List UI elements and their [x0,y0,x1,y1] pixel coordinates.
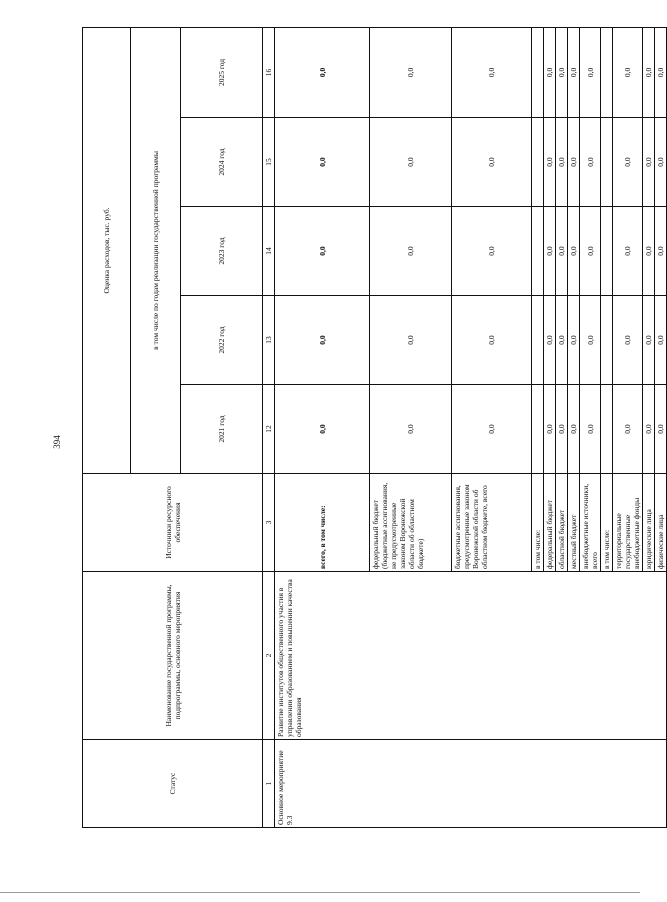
header-source: Источники ресурсного обеспечения [83,474,263,572]
col-number: 1 [263,740,275,828]
value-cell: 0,0 [643,385,655,474]
value-cell: 0,0 [556,385,568,474]
col-number: 3 [263,474,275,572]
value-cell: 0,0 [556,207,568,296]
name-cell: Развитие институтов общественного участия в управлении образованием и повышении качества образования [275,572,667,740]
value-cell: 0,0 [613,27,643,117]
value-cell: 0,0 [275,385,370,474]
source-label: в том числе: [601,474,613,572]
col-number: 12 [263,385,275,474]
header-year: 2021 год [181,385,263,474]
value-cell: 0,0 [452,385,532,474]
value-cell: 0,0 [370,118,452,207]
source-label: областной бюджет [556,474,568,572]
value-cell: 0,0 [655,118,667,207]
value-cell: 0,0 [655,207,667,296]
value-cell: 0,0 [568,296,580,385]
value-cell: 0,0 [452,296,532,385]
value-cell [601,27,613,117]
source-label: физические лица [655,474,667,572]
col-number: 14 [263,207,275,296]
header-row-1 [83,27,131,827]
value-cell: 0,0 [655,27,667,117]
value-cell: 0,0 [613,207,643,296]
expenditure-table [82,27,667,828]
value-cell: 0,0 [568,207,580,296]
source-label: территориальные государственные внебюджетные фонды [613,474,643,572]
value-cell: 0,0 [568,27,580,117]
value-cell: 0,0 [580,296,601,385]
value-cell: 0,0 [370,296,452,385]
source-label: местный бюджет [568,474,580,572]
value-cell: 0,0 [370,385,452,474]
value-cell: 0,0 [544,296,556,385]
header-year: 2023 год [181,207,263,296]
value-cell: 0,0 [580,118,601,207]
value-cell: 0,0 [556,296,568,385]
source-label: федеральный бюджет (бюджетные ассигнования, не предусмотренные законом Воронежской области об областном бюджете) [370,474,452,572]
value-cell: 0,0 [370,27,452,117]
value-cell: 0,0 [613,296,643,385]
value-cell: 0,0 [580,385,601,474]
value-cell [532,385,544,474]
value-cell [532,296,544,385]
value-cell: 0,0 [580,207,601,296]
source-label: бюджетные ассигнования, предусмотренные законом Воронежской области об областном бюджете, всего [452,474,532,572]
status-cell: Основное мероприятие 9.3 [275,740,667,828]
value-cell: 0,0 [643,296,655,385]
source-label: внебюджетные источники, всего [580,474,601,572]
value-cell [532,27,544,117]
value-cell: 0,0 [275,296,370,385]
header-estimate: Оценка расходов, тыс. руб. [83,27,131,473]
page-bottom-divider [0,892,640,893]
value-cell: 0,0 [275,27,370,117]
col-number: 16 [263,27,275,117]
value-cell: 0,0 [613,385,643,474]
value-cell: 0,0 [452,207,532,296]
source-label: в том числе: [532,474,544,572]
column-number-row [263,27,275,827]
value-cell: 0,0 [655,385,667,474]
value-cell [532,118,544,207]
value-cell: 0,0 [655,296,667,385]
value-cell: 0,0 [452,118,532,207]
header-status: Статус [83,740,263,828]
source-label: федеральный бюджет [544,474,556,572]
value-cell: 0,0 [556,118,568,207]
col-number: 13 [263,296,275,385]
value-cell: 0,0 [370,207,452,296]
value-cell [601,207,613,296]
header-year: 2022 год [181,296,263,385]
value-cell: 0,0 [544,207,556,296]
value-cell: 0,0 [613,118,643,207]
rotated-table-wrapper [82,28,665,828]
value-cell [532,207,544,296]
header-name: Наименование государственной программы, подпрограммы, основного мероприятия [83,572,263,740]
table-row [275,27,370,827]
source-label: всего, в том числе: [275,474,370,572]
value-cell [601,385,613,474]
value-cell: 0,0 [544,385,556,474]
source-label: юридические лица [643,474,655,572]
value-cell: 0,0 [544,118,556,207]
value-cell: 0,0 [275,207,370,296]
value-cell: 0,0 [275,118,370,207]
header-by-years: в том числе по годам реализации государственной программы [131,27,181,473]
page-number: 394 [52,435,62,449]
value-cell [601,118,613,207]
value-cell: 0,0 [568,118,580,207]
value-cell: 0,0 [556,27,568,117]
value-cell: 0,0 [452,27,532,117]
header-year: 2025 год [181,27,263,117]
value-cell: 0,0 [580,27,601,117]
value-cell: 0,0 [643,118,655,207]
value-cell: 0,0 [568,385,580,474]
col-number: 2 [263,572,275,740]
value-cell: 0,0 [544,27,556,117]
value-cell: 0,0 [643,207,655,296]
header-year: 2024 год [181,118,263,207]
value-cell: 0,0 [643,27,655,117]
col-number: 15 [263,118,275,207]
value-cell [601,296,613,385]
